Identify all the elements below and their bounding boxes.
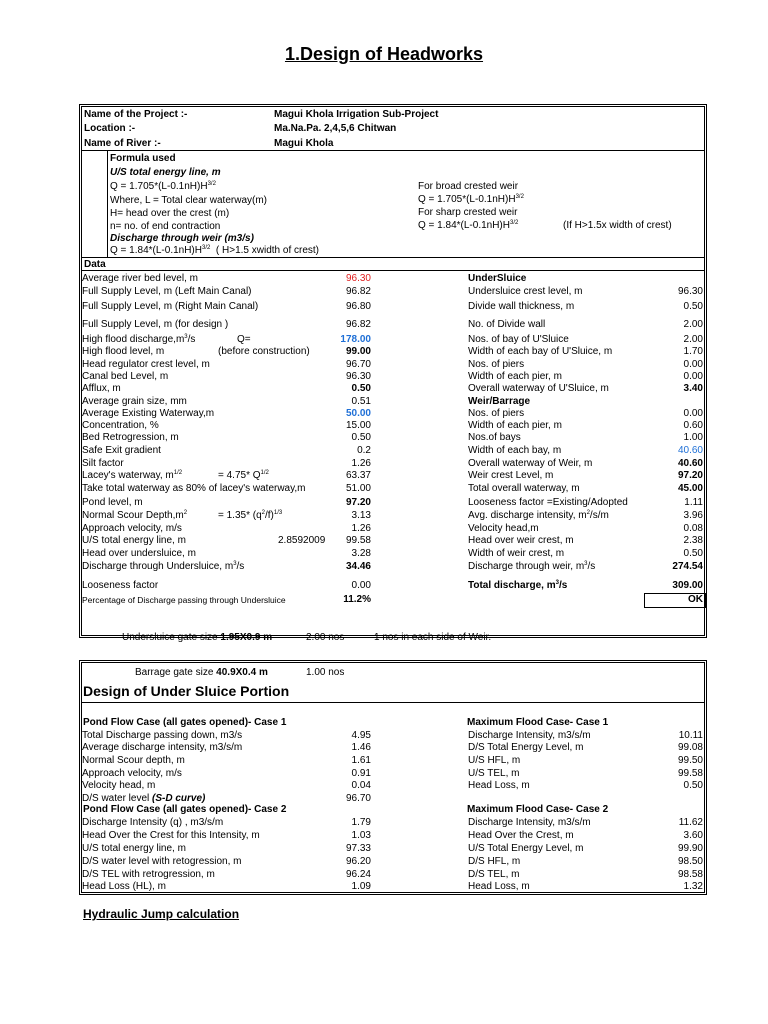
right-row-value: 0.00 bbox=[683, 408, 703, 419]
case2-left-row-label: D/S TEL with retrogression, m bbox=[82, 869, 215, 880]
case1-right-row-value: 10.11 bbox=[678, 730, 703, 741]
right-row-label: Overall waterway of Weir, m bbox=[468, 458, 593, 469]
left-row-value: 0.2 bbox=[357, 445, 371, 456]
left-row-label: Approach velocity, m/s bbox=[82, 523, 182, 534]
right-row-label: Head over weir crest, m bbox=[468, 535, 574, 546]
right-row-value: 3.96 bbox=[683, 510, 703, 521]
left-row-label: Bed Retrogression, m bbox=[82, 432, 179, 443]
right-row-value: 274.54 bbox=[672, 561, 703, 572]
case2-left-row-label: Discharge Intensity (q) , m3/s/m bbox=[82, 817, 224, 828]
right-row-value: 96.30 bbox=[677, 286, 703, 297]
case1-left-row-label: Average discharge intensity, m3/s/m bbox=[82, 742, 243, 753]
project-name-label: Name of the Project :- bbox=[84, 109, 188, 120]
left-row-label: Full Supply Level, m (for design ) bbox=[82, 319, 229, 330]
case2-left-row-value: 96.20 bbox=[345, 856, 371, 867]
case2-right-row-label: U/S Total Energy Level, m bbox=[468, 843, 584, 854]
formula-top-rule bbox=[81, 150, 704, 151]
right-row-label: Width of each pier, m bbox=[468, 420, 562, 431]
left-row-value: 3.28 bbox=[351, 548, 371, 559]
left-row-value: 0.51 bbox=[351, 396, 371, 407]
case1-left-row-value: 96.70 bbox=[345, 793, 371, 804]
left-row-value: 178.00 bbox=[340, 334, 371, 345]
right-row-label: Width of each pier, m bbox=[468, 371, 562, 382]
location-value: Ma.Na.Pa. 2,4,5,6 Chitwan bbox=[274, 123, 397, 134]
right-row-value: 0.08 bbox=[683, 523, 703, 534]
case2-left-row-value: 97.33 bbox=[345, 843, 371, 854]
left-row-mid: (before construction) bbox=[218, 346, 310, 357]
left-row-label: Silt factor bbox=[82, 458, 124, 469]
case1-right-title: Maximum Flood Case- Case 1 bbox=[467, 717, 609, 728]
left-row-label: High flood $discharge,m^3/s$ bbox=[82, 334, 196, 345]
left-row-label: Pond level, m bbox=[82, 497, 143, 508]
left-row-value: 97.20 bbox=[345, 497, 371, 508]
right-row-value: 3.40 bbox=[683, 383, 703, 394]
right-row-label: Total discharge, $m^3/s$ bbox=[468, 580, 568, 591]
case1-right-row-label: Discharge Intensity, m3/s/m bbox=[468, 730, 591, 741]
case1-left-row-label: Normal Scour depth, m bbox=[82, 755, 185, 766]
case1-left-row-label: Approach velocity, m/s bbox=[82, 768, 182, 779]
case2-right-row-label: D/S TEL, m bbox=[468, 869, 520, 880]
us-gate-nos: 2.00 nos bbox=[306, 632, 345, 643]
formula-discharge-weir: Discharge through weir (m3/s) bbox=[110, 233, 254, 244]
left-row-label: Safe Exit gradient bbox=[82, 445, 161, 456]
formula-heading: Formula used bbox=[110, 153, 176, 164]
left-row-label: Head over undersluice, m bbox=[82, 548, 196, 559]
left-row-label: Full Supply Level, m (Left Main Canal) bbox=[82, 286, 252, 297]
case2-right-row-value: 3.60 bbox=[683, 830, 703, 841]
case1-right-row-value: 0.50 bbox=[683, 780, 703, 791]
left-row-value: 96.82 bbox=[345, 319, 371, 330]
case2-right-row-label: Head Over the Crest, m bbox=[468, 830, 574, 841]
case2-left-row-label: Head Loss (HL), m bbox=[82, 881, 166, 892]
case2-right-row-value: 11.62 bbox=[678, 817, 703, 828]
right-row-value: OK bbox=[688, 594, 703, 605]
left-row-value: 11.2% bbox=[343, 594, 371, 605]
left-row-value: 34.46 bbox=[345, 561, 371, 572]
formula-n-def: n= no. of end contraction bbox=[110, 221, 221, 232]
right-row-label: Overall waterway of U'Sluice, m bbox=[468, 383, 609, 394]
case1-left-title: Pond Flow Case (all gates opened)- Case 1 bbox=[83, 717, 287, 728]
left-row-mid: Q= bbox=[237, 334, 251, 345]
right-row-label: No. of Divide wall bbox=[468, 319, 546, 330]
case1-right-row-value: 99.08 bbox=[677, 742, 703, 753]
right-row-label: Weir/Barrage bbox=[468, 396, 531, 407]
right-row-value: 0.60 bbox=[683, 420, 703, 431]
left-row-label: Take total waterway as 80% of lacey's waterway,m bbox=[82, 483, 306, 494]
right-row-label: Nos. of bay of U'Sluice bbox=[468, 334, 569, 345]
case2-left-row-label: Head Over the Crest for this Intensity, m bbox=[82, 830, 260, 841]
formula-sharp: For sharp crested weir bbox=[418, 207, 518, 218]
right-row-label: Width of each bay, m bbox=[468, 445, 562, 456]
data-label-rule bbox=[81, 270, 704, 271]
right-row-value: 45.00 bbox=[677, 483, 703, 494]
left-row-value: 0.50 bbox=[351, 383, 371, 394]
left-row-label: Lacey's waterway, $m^{1/2}$ bbox=[82, 470, 183, 481]
right-row-label: Discharge through weir, $m^3/s$ bbox=[468, 561, 596, 572]
right-row-value: 2.00 bbox=[683, 319, 703, 330]
left-row-label: Discharge through Undersluice, $m^3/s$ bbox=[82, 561, 245, 572]
left-row-label: Normal Scour $Depth,m^2$ bbox=[82, 510, 188, 521]
case1-left-row-value: 4.95 bbox=[351, 730, 371, 741]
left-row-value: 3.13 bbox=[351, 510, 371, 521]
left-row-value: 96.80 bbox=[345, 301, 371, 312]
left-row-label: Percentage of Discharge passing through Undersluice bbox=[82, 595, 286, 605]
right-row-value: 0.00 bbox=[683, 371, 703, 382]
case2-right-row-label: D/S HFL, m bbox=[468, 856, 521, 867]
us-gate-line: Undersluice gate size 1.95X0.9 m bbox=[122, 632, 273, 643]
case1-left-row-value: 1.46 bbox=[351, 742, 371, 753]
right-row-label: Width of weir crest, m bbox=[468, 548, 565, 559]
case1-right-row-label: U/S HFL, m bbox=[468, 755, 521, 766]
formula-h-def: H= head over the crest (m) bbox=[110, 208, 230, 219]
left-row-value: 15.00 bbox=[345, 420, 371, 431]
page-title: 1.Design of Headworks bbox=[284, 44, 484, 64]
case1-right-row-value: 99.50 bbox=[677, 755, 703, 766]
formula-sharp-eq: $Q = 1.84*(L-0.1nH)H^{3/2}$ bbox=[418, 220, 519, 231]
case1-left-row-note: (S-D curve) bbox=[149, 793, 206, 804]
right-row-label: Undersluice crest level, m bbox=[468, 286, 583, 297]
case1-left-row-value: 0.91 bbox=[351, 768, 371, 779]
right-row-value: 0.00 bbox=[683, 359, 703, 370]
location-label: Location :- bbox=[84, 123, 136, 134]
left-row-label: Concentration, % bbox=[82, 420, 159, 431]
case1-right-row-label: Head Loss, m bbox=[468, 780, 530, 791]
formula-broad-eq: $Q = 1.705*(L-0.1nH)H^{3/2}$ bbox=[418, 194, 524, 205]
case2-left-row-label: U/S total energy line, m bbox=[82, 843, 186, 854]
right-row-value: 309.00 bbox=[672, 580, 703, 591]
case2-right-row-label: Head Loss, m bbox=[468, 881, 530, 892]
formula-where: Where, L = Total clear waterway(m) bbox=[110, 195, 267, 206]
right-row-label: Nos.of bays bbox=[468, 432, 521, 443]
case2-left-row-label: D/S water level with retogression, m bbox=[82, 856, 242, 867]
left-row-mid: 2.8592009 bbox=[278, 535, 326, 546]
right-row-label: Looseness factor =Existing/Adopted bbox=[468, 497, 628, 508]
right-row-label: Width of each bay of U'Sluice, m bbox=[468, 346, 613, 357]
right-row-label: Velocity head,m bbox=[468, 523, 539, 534]
case2-left-title: Pond Flow Case (all gates opened)- Case 2 bbox=[83, 804, 287, 815]
case2-left-row-value: 1.79 bbox=[351, 817, 371, 828]
left-row-mid: = 4.75* $Q^{1/2}$ bbox=[218, 470, 269, 481]
case2-right-row-value: 98.58 bbox=[677, 869, 703, 880]
usp-title-rule bbox=[81, 702, 704, 703]
left-row-value: 96.70 bbox=[345, 359, 371, 370]
river-value: Magui Khola bbox=[274, 138, 334, 149]
right-row-value: 0.50 bbox=[683, 548, 703, 559]
right-row-value: 40.60 bbox=[677, 445, 703, 456]
ok-box bbox=[644, 593, 706, 608]
case1-left-row-value: 1.61 bbox=[351, 755, 371, 766]
right-row-label: Total overall waterway, m bbox=[468, 483, 580, 494]
left-row-label: High flood level, m bbox=[82, 346, 165, 357]
right-row-value: 1.70 bbox=[683, 346, 703, 357]
case1-left-row-value: 0.04 bbox=[351, 780, 371, 791]
data-section-label: Data bbox=[84, 259, 106, 270]
right-row-label: Nos. of piers bbox=[468, 359, 525, 370]
case1-right-row-label: D/S Total Energy Level, m bbox=[468, 742, 584, 753]
right-row-value: 97.20 bbox=[677, 470, 703, 481]
formula-q-eq: $Q = 1.705*(L-0.1nH)H^{3/2}$ bbox=[110, 181, 216, 192]
formula-q-eq2: $Q = 1.84*(L-0.1nH)H^{3/2}$ ( H>1.5 xwidth of crest) bbox=[110, 245, 319, 256]
left-row-label: Average river bed level, m bbox=[82, 273, 198, 284]
formula-left-rule bbox=[107, 150, 108, 257]
right-row-value: 1.00 bbox=[683, 432, 703, 443]
right-row-value: 2.00 bbox=[683, 334, 703, 345]
river-label: Name of River :- bbox=[84, 138, 161, 149]
right-row-label: Avg. discharge intensity, $m^2/s/m$ bbox=[468, 510, 609, 521]
left-row-value: 1.26 bbox=[351, 458, 371, 469]
left-row-value: 51.00 bbox=[345, 483, 371, 494]
right-row-value: 1.11 bbox=[684, 497, 703, 508]
formula-broad: For broad crested weir bbox=[418, 181, 519, 192]
case2-right-row-value: 99.90 bbox=[677, 843, 703, 854]
hydraulic-jump-heading: Hydraulic Jump calculation bbox=[83, 907, 240, 921]
case2-right-title: Maximum Flood Case- Case 2 bbox=[467, 804, 609, 815]
case1-left-row-label: Total Discharge passing down, m3/s bbox=[82, 730, 243, 741]
right-row-label: Nos. of piers bbox=[468, 408, 525, 419]
left-row-label: Full Supply Level, m (Right Main Canal) bbox=[82, 301, 259, 312]
case2-left-row-value: 1.03 bbox=[351, 830, 371, 841]
barrage-gate-nos: 1.00 nos bbox=[306, 667, 345, 678]
left-row-value: 96.82 bbox=[345, 286, 371, 297]
right-row-label: Divide wall thickness, m bbox=[468, 301, 575, 312]
right-row-label: UnderSluice bbox=[468, 273, 527, 284]
case2-left-row-value: 1.09 bbox=[351, 881, 371, 892]
left-row-label: Average Existing Waterway,m bbox=[82, 408, 215, 419]
left-row-label: Looseness factor bbox=[82, 580, 159, 591]
formula-bottom-rule bbox=[81, 257, 704, 258]
left-row-label: Head regulator crest level, m bbox=[82, 359, 210, 370]
left-row-label: Canal bed Level, m bbox=[82, 371, 169, 382]
left-row-value: 99.00 bbox=[345, 346, 371, 357]
case2-right-row-value: 1.32 bbox=[683, 881, 703, 892]
us-gate-note: 1 nos in each side of Weir. bbox=[374, 632, 492, 643]
case2-right-row-value: 98.50 bbox=[677, 856, 703, 867]
right-row-value: 0.50 bbox=[683, 301, 703, 312]
project-name-value: Magui Khola Irrigation Sub-Project bbox=[274, 109, 439, 120]
left-row-value: 50.00 bbox=[345, 408, 371, 419]
left-row-label: Afflux, m bbox=[82, 383, 121, 394]
case2-right-row-label: Discharge Intensity, m3/s/m bbox=[468, 817, 591, 828]
left-row-value: 99.58 bbox=[345, 535, 371, 546]
left-row-value: 1.26 bbox=[351, 523, 371, 534]
barrage-gate-line: Barrage gate size 40.9X0.4 m bbox=[135, 667, 268, 678]
case1-right-row-value: 99.58 bbox=[677, 768, 703, 779]
left-row-value: 0.00 bbox=[351, 580, 371, 591]
case1-right-row-label: U/S TEL, m bbox=[468, 768, 520, 779]
right-row-label: Weir crest Level, m bbox=[468, 470, 554, 481]
right-row-value: 40.60 bbox=[677, 458, 703, 469]
left-row-label: Average grain size, mm bbox=[82, 396, 187, 407]
formula-us-energy: U/S total energy line, m bbox=[110, 167, 221, 178]
formula-sharp-cond: (If H>1.5x width of crest) bbox=[563, 220, 672, 231]
left-row-value: 96.30 bbox=[345, 371, 371, 382]
usp-title: Design of Under Sluice Portion bbox=[83, 683, 290, 699]
left-row-label: U/S total energy line, m bbox=[82, 535, 186, 546]
case1-left-row-label: Velocity head, m bbox=[82, 780, 156, 791]
case1-left-row-label: D/S water level (S-D curve) bbox=[82, 793, 206, 804]
case2-left-row-value: 96.24 bbox=[345, 869, 371, 880]
left-row-mid: = 1.35* $(q^2/f)^{1/3}$ bbox=[218, 510, 283, 521]
left-row-value: 0.50 bbox=[351, 432, 371, 443]
left-row-value: 63.37 bbox=[345, 470, 371, 481]
left-row-value: 96.30 bbox=[345, 273, 371, 284]
right-row-value: 2.38 bbox=[683, 535, 703, 546]
